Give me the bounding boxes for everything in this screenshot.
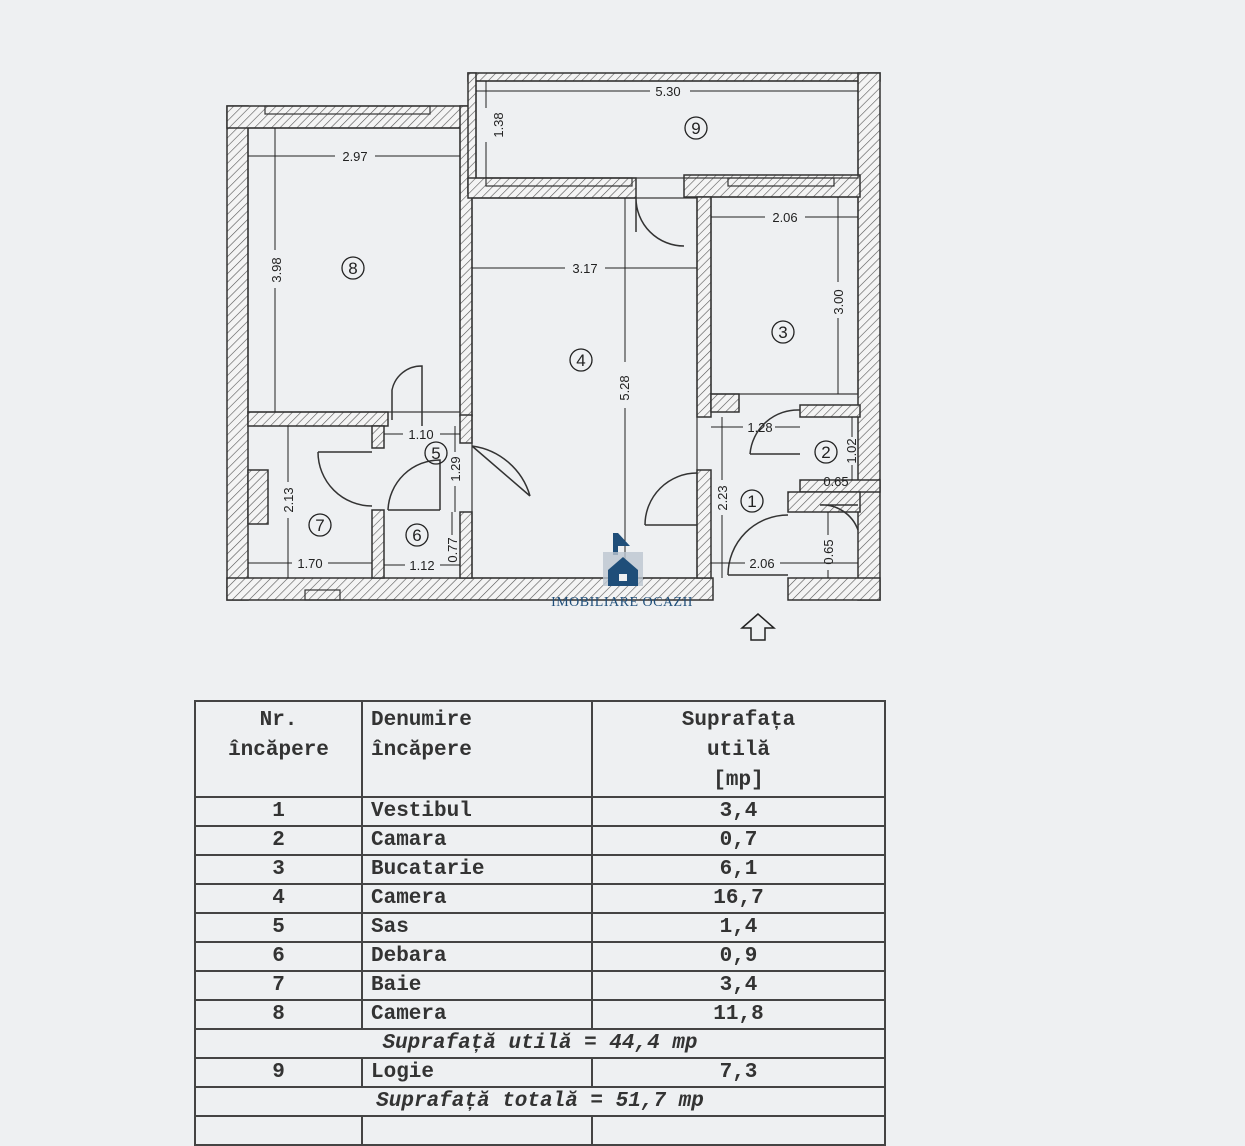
room-number: 1: [747, 492, 757, 511]
dim-label: 1.12: [409, 558, 435, 573]
room-number: 9: [691, 119, 701, 138]
cell-area: 0,7: [592, 826, 885, 855]
cell-name: Camera: [362, 884, 592, 913]
header-area-line: [mp]: [713, 769, 764, 792]
useful-area-total-row: [195, 1029, 885, 1058]
empty-cell: [592, 1116, 885, 1145]
header-area-line: Suprafața: [681, 709, 796, 732]
cell-area: 3,4: [592, 797, 885, 826]
dim-label: 3.00: [831, 289, 846, 315]
cell-name: Camara: [362, 826, 592, 855]
cell-area: 1,4: [592, 913, 885, 942]
dimension-lines: [248, 81, 858, 578]
cell-area: 6,1: [592, 855, 885, 884]
cell-name: Vestibul: [362, 797, 592, 826]
table-row: [195, 1000, 885, 1029]
cell-name: Baie: [362, 971, 592, 1000]
header-nr: [195, 701, 362, 797]
cell-nr: 6: [195, 942, 362, 971]
total-area: Suprafață totală = 51,7 mp: [195, 1087, 885, 1116]
header-name-line: încăpere: [371, 739, 472, 762]
dim-label: 2.13: [281, 487, 296, 513]
dim-label: 5.28: [617, 375, 632, 401]
table-row: [195, 797, 885, 826]
cell-name: Camera: [362, 1000, 592, 1029]
room-number: 2: [821, 443, 831, 462]
room-number: 7: [315, 516, 325, 535]
doors: [318, 198, 858, 575]
watermark-text: IMOBILIARE OCAZII: [551, 595, 693, 610]
dim-label: 3.98: [269, 257, 284, 283]
header-nr-line: încăpere: [228, 739, 329, 762]
empty-cell: [195, 1116, 362, 1145]
header-name: [362, 701, 592, 797]
table-row: [195, 942, 885, 971]
cell-nr: 8: [195, 1000, 362, 1029]
dim-label: 1.10: [408, 427, 434, 442]
rooms-table: [194, 700, 886, 1146]
total-area-row: [195, 1087, 885, 1116]
cell-nr: 9: [195, 1058, 362, 1087]
cell-area: 11,8: [592, 1000, 885, 1029]
room-number: 6: [412, 526, 422, 545]
cell-area: 16,7: [592, 884, 885, 913]
cell-name: Logie: [362, 1058, 592, 1087]
cell-nr: 2: [195, 826, 362, 855]
dim-label: 1.28: [747, 420, 773, 435]
dim-label: 0.65: [821, 539, 836, 565]
room-number: 4: [576, 351, 586, 370]
table-row: [195, 971, 885, 1000]
table-row: [195, 913, 885, 942]
room-outlines: [248, 81, 858, 578]
dim-label: 1.02: [844, 438, 859, 464]
dim-label: 2.97: [342, 149, 368, 164]
cell-nr: 5: [195, 913, 362, 942]
dim-label: 3.17: [572, 261, 598, 276]
dim-label: 0.65: [823, 474, 849, 489]
cell-nr: 4: [195, 884, 362, 913]
header-area-line: utilă: [706, 739, 770, 762]
header-area: [592, 701, 885, 797]
room-number: 3: [778, 323, 788, 342]
dim-label: 2.06: [749, 556, 775, 571]
table-row: [195, 826, 885, 855]
table-header-row: [195, 701, 885, 797]
header-nr-line: Nr.: [259, 709, 298, 732]
cell-nr: 7: [195, 971, 362, 1000]
cell-name: Bucatarie: [362, 855, 592, 884]
cell-nr: 3: [195, 855, 362, 884]
table-row: [195, 855, 885, 884]
cell-name: Debara: [362, 942, 592, 971]
house-logo-icon: [603, 533, 643, 586]
empty-cell: [362, 1116, 592, 1145]
room-number: 8: [348, 259, 358, 278]
cell-name: Sas: [362, 913, 592, 942]
dim-label: 1.70: [297, 556, 323, 571]
dim-label: 2.06: [772, 210, 798, 225]
cell-area: 0,9: [592, 942, 885, 971]
cell-area: 3,4: [592, 971, 885, 1000]
dim-label: 1.38: [491, 112, 506, 138]
dim-label: 0.77: [445, 537, 460, 563]
cell-nr: 1: [195, 797, 362, 826]
dim-label: 1.29: [448, 456, 463, 482]
table-row: [195, 1058, 885, 1087]
header-name-line: Denumire: [371, 709, 472, 732]
dim-label: 2.23: [715, 485, 730, 511]
entrance-arrow-icon: [742, 614, 774, 640]
room-number: 5: [431, 444, 441, 463]
useful-area-total: Suprafață utilă = 44,4 mp: [195, 1029, 885, 1058]
table-bottom-row: [195, 1116, 885, 1145]
dim-label: 5.30: [655, 84, 681, 99]
table-row: [195, 884, 885, 913]
cell-area: 7,3: [592, 1058, 885, 1087]
